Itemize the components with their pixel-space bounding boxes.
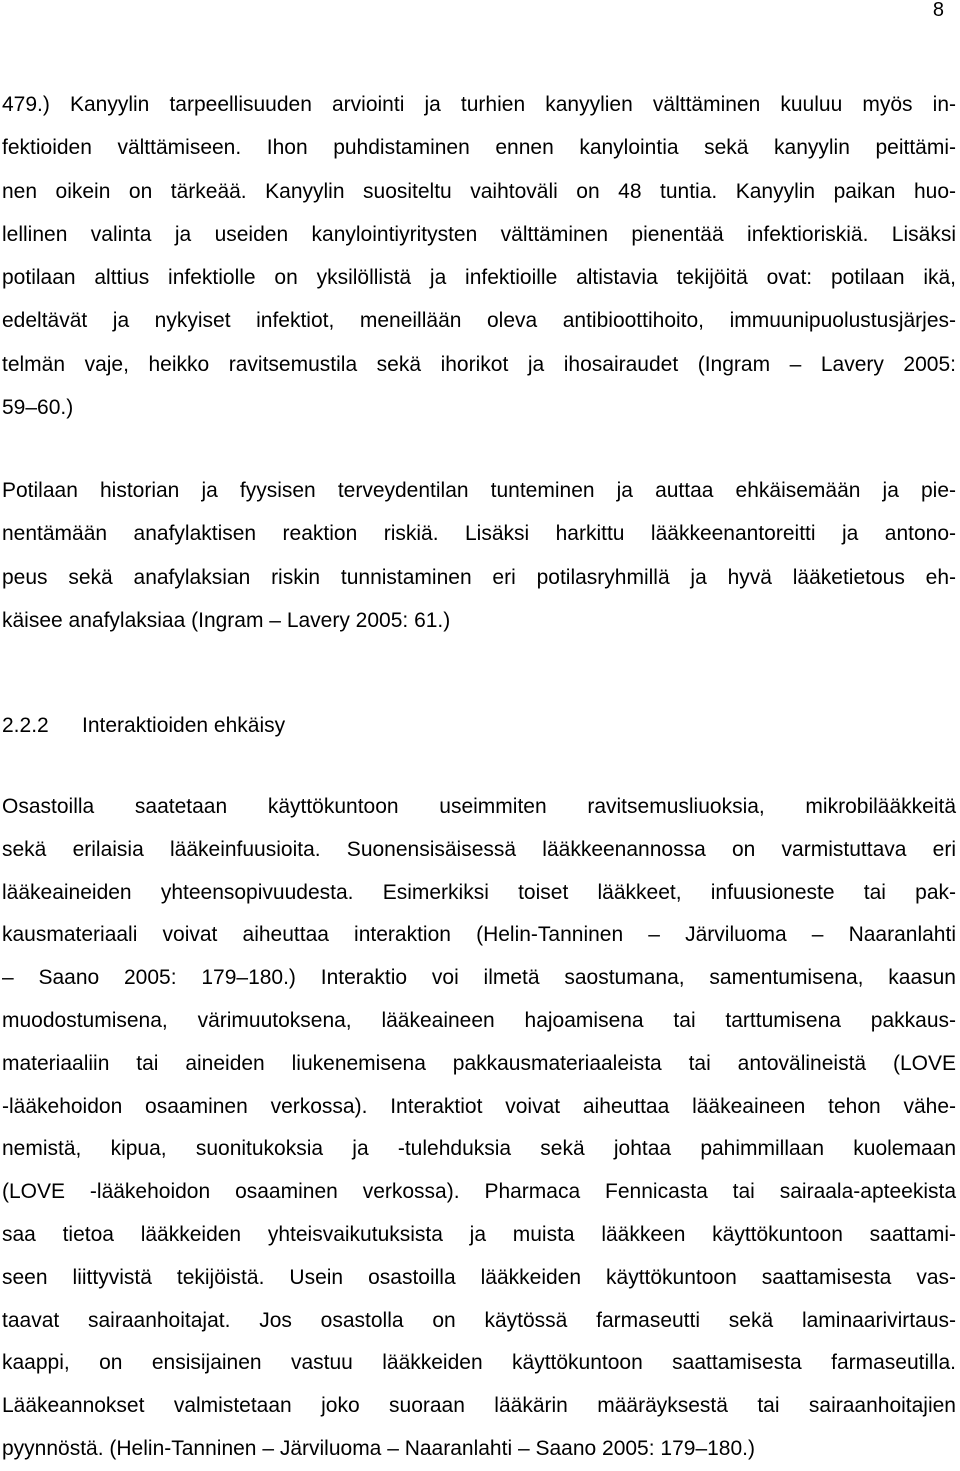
text-line: -lääkehoidon osaaminen verkossa). Interaktiot voivat aiheuttaa lääkeaineen tehon vähe- <box>2 1094 956 1118</box>
paragraph-3 <box>2 786 956 1471</box>
text-line: lellinen valinta ja useiden kanylointiyritysten välttäminen pienentää infektioriskiä. Lisäksi <box>2 222 956 246</box>
section-heading <box>2 704 285 747</box>
section-title: Interaktioiden ehkäisy <box>82 714 286 737</box>
text-line: nentämään anafylaktisen reaktion riskiä. Lisäksi harkittu lääkkeenantoreitti ja antono- <box>2 522 956 546</box>
text-line: pyynnöstä. (Helin-Tanninen – Järviluoma – Naaranlahti – Saano 2005: 179–180.) <box>2 1436 755 1460</box>
text-line: Potilaan historian ja fyysisen terveydentilan tunteminen ja auttaa ehkäisemään ja pie- <box>2 479 956 502</box>
text-line: fektioiden välttämiseen. Ihon puhdistaminen ennen kanylointia sekä kanyylin peittämi- <box>2 136 956 160</box>
text-line: kausmateriaali voivat aiheuttaa interaktion (Helin-Tanninen – Järviluoma – Naaranlahti <box>2 923 956 947</box>
text-line: edeltävät ja nykyiset infektiot, meneillään oleva antibioottihoito, immuunipuolustusjärjes- <box>2 309 956 333</box>
text-line: taavat sairaanhoitajat. Jos osastolla on käytössä farmaseutti sekä laminaarivirtaus- <box>2 1308 956 1332</box>
text-line: sekä erilaisia lääkeinfuusioita. Suonensisäisessä lääkkeenannossa on varmistuttava eri <box>2 837 956 861</box>
text-line: peus sekä anafylaksian riskin tunnistaminen eri potilasryhmillä ja hyvä lääketietous eh- <box>2 565 956 589</box>
text-line: 59–60.) <box>2 396 74 420</box>
section-number: 2.2.2 <box>2 714 49 737</box>
text-line: (LOVE -lääkehoidon osaaminen verkossa). Pharmaca Fennicasta tai sairaala-apteekista <box>2 1180 956 1204</box>
text-line: nen oikein on tärkeää. Kanyylin suositeltu vaihtoväli on 48 tuntia. Kanyylin paikan huo- <box>2 179 956 203</box>
text-line: Osastoilla saatetaan käyttökuntoon useimmiten ravitsemusliuoksia, mikrobilääkkeitä <box>2 795 956 818</box>
text-line: nemistä, kipua, suonitukoksia ja -tulehduksia sekä johtaa pahimmillaan kuolemaan <box>2 1137 956 1161</box>
paragraph-1 <box>2 83 956 429</box>
text-line: – Saano 2005: 179–180.) Interaktio voi ilmetä saostumana, samentumisena, kaasun <box>2 966 956 990</box>
text-line: potilaan alttius infektiolle on yksilöllistä ja infektioille altistavia tekijöitä ovat: potilaan ikä, <box>2 266 956 290</box>
paragraph-2 <box>2 469 956 642</box>
text-line: telmän vaje, heikko ravitsemustila sekä ihorikot ja ihosairaudet (Ingram – Lavery 2005: <box>2 352 956 376</box>
text-line: Lääkeannokset valmistetaan joko suoraan lääkärin määräyksestä tai sairaanhoitajien <box>2 1394 956 1418</box>
page-number: 8 <box>932 0 944 21</box>
text-line: materiaaliin tai aineiden liukenemisena pakkausmateriaaleista tai antovälineistä (LOVE <box>2 1051 956 1075</box>
text-line: saa tietoa lääkkeiden yhteisvaikutuksista ja muista lääkkeen käyttökuntoon saattami- <box>2 1222 956 1246</box>
text-line: 479.) Kanyylin tarpeellisuuden arviointi ja turhien kanyylien välttäminen kuuluu myös in- <box>2 93 956 116</box>
text-line: kaappi, on ensisijainen vastuu lääkkeiden käyttökuntoon saattamisesta farmaseutilla. <box>2 1351 956 1375</box>
text-line: muodostumisena, värimuutoksena, lääkeaineen hajoamisena tai tarttumisena pakkaus- <box>2 1008 956 1032</box>
text-line: seen liittyvistä tekijöistä. Usein osastoilla lääkkeiden käyttökuntoon saattamisesta vas- <box>2 1265 956 1289</box>
text-line: käisee anafylaksiaa (Ingram – Lavery 2005: 61.) <box>2 608 451 632</box>
text-line: lääkeaineiden yhteensopivuudesta. Esimerkiksi toiset lääkkeet, infuusioneste tai pak- <box>2 880 956 904</box>
